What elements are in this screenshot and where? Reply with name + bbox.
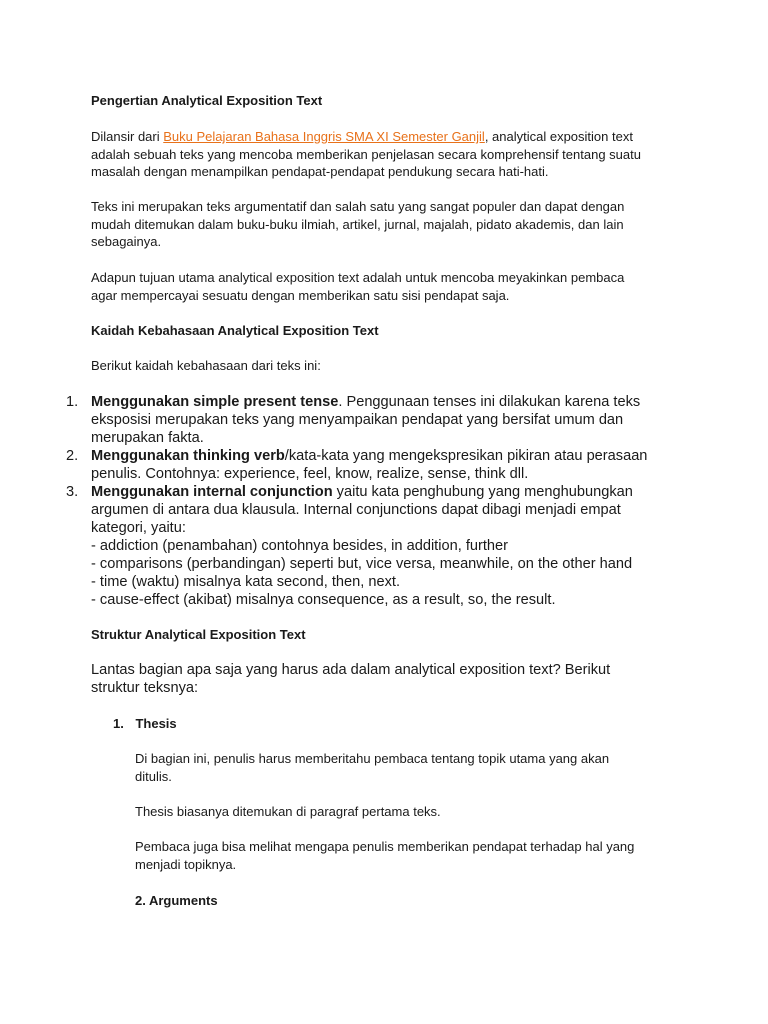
paragraph-teks-ini	[91, 198, 721, 251]
list-number: 1.	[113, 716, 124, 731]
paragraph-dilansir-suffix: , analytical exposition text	[484, 129, 633, 144]
thesis-paragraph-1	[135, 750, 725, 785]
rule-line: kategori, yaitu:	[91, 520, 186, 536]
paragraph-dilansir-line: adalah sebuah teks yang mencoba memberikan penjelasan secara komprehensif tentang suatu	[91, 146, 641, 162]
paragraph-line: ditulis.	[135, 768, 172, 784]
paragraph-line: agar mempercayai sesuatu dengan memberikan satu sisi pendapat saja.	[91, 287, 510, 303]
paragraph-dilansir-line: masalah dengan menampilkan pendapat-pendapat pendukung secara hati-hati.	[91, 164, 549, 180]
paragraph-dilansir-prefix: Dilansir dari	[91, 129, 164, 144]
rule-line: - comparisons (perbandingan) seperti but, vice versa, meanwhile, on the other hand	[91, 556, 633, 572]
paragraph-line: sebagainya.	[91, 234, 162, 250]
list-item	[66, 483, 706, 609]
heading-pengertian: Pengertian Analytical Exposition Text	[91, 93, 323, 108]
structure-arguments-heading: 2. Arguments	[135, 893, 218, 908]
paragraph-line: Di bagian ini, penulis harus memberitahu pembaca tentang topik utama yang akan	[135, 751, 610, 766]
thesis-label: Thesis	[135, 716, 177, 731]
rule-line: merupakan fakta.	[91, 430, 204, 446]
paragraph-line: Pembaca juga bisa melihat mengapa penulis memberikan pendapat terhadap hal yang	[135, 839, 635, 854]
rule-bold-text: Menggunakan internal conjunction	[91, 484, 333, 500]
paragraph-tujuan	[91, 269, 721, 304]
paragraph-berikut-kaidah: Berikut kaidah kebahasaan dari teks ini:	[91, 358, 321, 373]
list-item	[66, 447, 706, 483]
paragraph-line: Adapun tujuan utama analytical exposition text adalah untuk mencoba meyakinkan pembaca	[91, 270, 625, 285]
rule-line: penulis. Contohnya: experience, feel, know, realize, sense, think dll.	[91, 466, 529, 482]
rules-list	[66, 393, 706, 609]
list-number: 2.	[66, 448, 79, 464]
thesis-paragraph-2: Thesis biasanya ditemukan di paragraf pertama teks.	[135, 804, 441, 819]
paragraph-line: Teks ini merupakan teks argumentatif dan salah satu yang sangat populer dan dapat dengan	[91, 199, 625, 214]
paragraph-line: menjadi topiknya.	[135, 856, 237, 872]
list-item	[66, 393, 706, 447]
paragraph-dilansir	[91, 128, 721, 181]
structure-thesis-heading	[113, 715, 177, 733]
heading-struktur: Struktur Analytical Exposition Text	[91, 627, 306, 642]
rule-line: - cause-effect (akibat) misalnya consequence, as a result, so, the result.	[91, 592, 556, 608]
paragraph-line: struktur teksnya:	[91, 680, 199, 696]
rule-text: /kata-kata yang mengekspresikan pikiran atau perasaan	[284, 448, 648, 464]
rule-line: - addiction (penambahan) contohnya besides, in addition, further	[91, 538, 508, 554]
book-link[interactable]: Buku Pelajaran Bahasa Inggris SMA XI Semester Ganjil	[163, 129, 485, 144]
rule-bold-text: Menggunakan thinking verb	[91, 448, 285, 464]
list-number: 3.	[66, 484, 79, 500]
paragraph-line: mudah ditemukan dalam buku-buku ilmiah, artikel, jurnal, majalah, pidato akademis, dan lain	[91, 216, 624, 232]
rule-line: - time (waktu) misalnya kata second, then, next.	[91, 574, 401, 590]
paragraph-lantas	[91, 661, 731, 697]
list-number: 1.	[66, 394, 79, 410]
paragraph-line: Lantas bagian apa saja yang harus ada dalam analytical exposition text? Berikut	[91, 662, 611, 678]
rule-line: argumen di antara dua klausula. Internal conjunctions dapat dibagi menjadi empat	[91, 502, 621, 518]
rule-text: . Penggunaan tenses ini dilakukan karena teks	[338, 394, 641, 410]
rule-text: yaitu kata penghubung yang menghubungkan	[332, 484, 633, 500]
rule-bold-text: Menggunakan simple present tense	[91, 394, 339, 410]
heading-kaidah: Kaidah Kebahasaan Analytical Exposition Text	[91, 323, 379, 338]
thesis-paragraph-3	[135, 838, 725, 873]
rule-line: eksposisi merupakan teks yang menyampaikan pendapat yang bersifat umum dan	[91, 412, 624, 428]
